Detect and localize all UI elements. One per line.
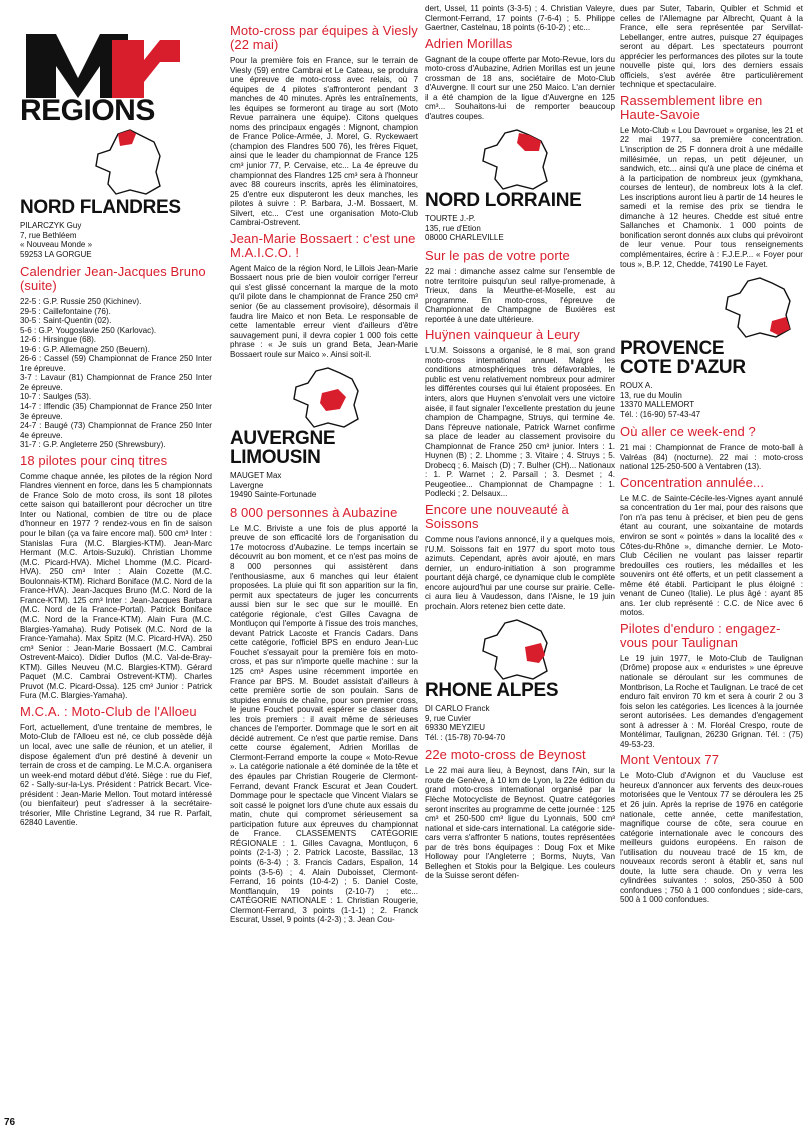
article-title: Huÿnen vainqueur à Leury xyxy=(425,327,580,343)
article-body: Comme chaque année, les pilotes de la région Nord Flandres viennent en force, dans les 5 championnats de France Solo de moto cross, ils sont 18 pilotes cette saison qui batailleront pour décrocher un titre Inter ou National, combien de titre ou de place d'honneur en 1977 ? rendez-vous en fin de saison pour le bilan (ça va faire encore mal). 500 cm³ Inter : Stanislas Fura (M.C. Blargies-KTM). Jean-Marc Hermant (M.C. Artois-Suzuki). Christian Lhomme (M.C. Picard-HVA). Michel Lhomme (M.C. Picard-HVA). 250 cm³ Inter : Alain Cozette (M.C. Boulonnais-KTM). Richard Boniface (M.C. Nord de la France-HVA). Jean-Jacques Bruno (M.C. Nord de la France-KTM). 125 cm³ Inter : Jean-Jacques Barbara (M.C. Nord de la France-Portal). Patrick Boniface (M.C. Nord de la France-KTM). Alain Fura (M.C. Blargies-Yamaha). Rudy Potisek (M.C. Nord de la France-Yamaha). Max Spitz (M.C. Picard-HVA). 250 cm³ Senior : Jean-Marie Bossaert (M.C. Cambrai Ostrevent-Maico). Didier Duflos (M.C. Val-de-Bray-KTM). Gilles Neuveu (M.C. Blargies-KTM). Gérard Paquet (M.C. Cambrai Ostrevent-KTM). Charles Pruvot (M.C. Picard-Ossa). 125 cm³ Junior : Patrick Fura (M.C. Blargies-Yamaha). xyxy=(20,471,212,701)
calendar-line: 30-5 : Saint-Quentin (02). xyxy=(20,316,112,326)
article-title: Sur le pas de votre porte xyxy=(425,247,570,263)
article-title: Mont Ventoux 77 xyxy=(620,752,720,768)
article-body: Comme nous l'avions annoncé, il y a quelques mois, l'U.M. Soissons fait en 1977 du sport moto tous azimuts. Cependant, après avoir ajouté, en mars dernier, un enduro-initiation à son programme pourtant déjà chargé, ce dynamique club le complète encore aujourd'hui par une course sur prairie. Celle-ci aura lieu à Vaudesson, dans l'Aisne, le 19 juin prochain. Alors retenez bien cette date. xyxy=(425,535,615,611)
article-body: Le 19 juin 1977, le Moto-Club de Taulignan (Drôme) propose aux « enduristes » une épreuve nationale se déroulant sur les communes de Montbrison, La Roche et Taulignan. Le tracé de cet enduro fait environ 70 km et sera à courir 2 ou 3 fois selon les catégories. Les licences à la journée seront autorisées. Les demandes d'engagement sont à adresser à : M. Floréal Crespo, route de Montélimar, Taulignan, 26230 Grignan. Tél. : (75) 49-53-23. xyxy=(620,653,803,749)
article-title: 22e moto-cross de Beynost xyxy=(425,747,586,763)
france-map-icon xyxy=(477,619,557,681)
france-map-icon xyxy=(720,277,800,339)
region-auvergne-address: MAUGET Max Lavergne 19490 Sainte-Fortunade xyxy=(230,471,317,500)
article-body: Agent Maico de la région Nord, le Lillois Jean-Marie Bossaert nous prie de bien vouloir corriger l'erreur qui s'est glissé concernant la marque de la moto qu'il pilote dans le championnat de France 250 cm³ senior (6e au classement provisoire), désormais il faudra lire Maico et non Beta. Le responsable de cette lamentable erreur vient d'ailleurs d'être sauvagement puni, il devra copier 1 000 fois cette phrase : « Je suis un grand Beta, Jean-Marie Bossaert roule sur Maico ». Ainsi soit-il. xyxy=(230,263,418,359)
article-body: Le Moto-Club « Lou Davrouet » organise, les 21 et 22 mai 1977, sa première concentration. L'inscription de 25 F donnera droit à une médaille millésimée, un repas, un petit déjeuner, un sandwich, etc... ainsi qu'à une place de cinéma et à la participation de nombreux jeux (gymkhana, courses de lenteur), de nombreux lots à la clef. Les inscriptions auront lieu à partir de 14 heures le samedi et la remise des prix se tiendra le dimanche à 12 heures. Chedde est situé entre Sallanches et Chamonix. 1 000 points de bonification seront donnés aux clubs qui prévoiront de leur venue. Pour tous renseignements complémentaires, écrire à : F.J.E.P... « Foyer pour tous », B.P. 12, Chedde, 74190 Le Fayet. xyxy=(620,125,803,269)
region-rhone-alpes-address: DI CARLO Franck 9, rue Cuvier 69330 MEYZIEU Tél. : (15-78) 70-94-70 xyxy=(425,704,506,742)
article-continuation: dues par Suter, Tabarin, Quibler et Schmid et celles de l'Allemagne par Albrecht, Quant à la France, elle sera représentée par Servillat-Lebellanger, entre autres, puisque 27 équipages seront au départ. Les spectateurs pourront apprécier les performances des pilotes sur la toute nouvelle piste qui, lors des derniers essais officiels, s'est avérée être particulièrement technique et spectaculaire. xyxy=(620,4,803,90)
calendar-line: 10-7 : Saulges (53). xyxy=(20,392,92,402)
france-map-icon xyxy=(288,367,368,429)
article-title: Jean-Marie Bossaert : c'est une M.A.I.C.O. ! xyxy=(230,230,416,260)
article-title: 18 pilotes pour cinq titres xyxy=(20,452,168,468)
logo-title: REGIONS xyxy=(20,94,155,127)
column-3 xyxy=(425,0,615,881)
article-title: Pilotes d'enduro : engagez-vous pour Taulignan xyxy=(620,620,781,650)
column-2 xyxy=(230,0,418,925)
region-cote-azur-title: COTE D'AZUR xyxy=(620,357,746,379)
calendar-line: 19-6 : G.P. Allemagne 250 (Beuern). xyxy=(20,344,150,354)
region-limousin-title: LIMOUSIN xyxy=(230,447,321,469)
column-4 xyxy=(620,0,803,905)
article-body: Le Moto-Club d'Avignon et du Vaucluse est heureux d'annoncer aux fervents des deux-roues motorisées que le Ventoux 77 se déroulera les 25 et 26 juin. Après la reprise de 1976 en catégorie nationale, cette année, cette manifestation, magnifique course de côte, sera courue en catégorie internationale avec le concours des meilleurs guidons européens. En raison de l'utilisation du nouveau tracé de 15 km, de nouveaux records seront à établir et, sans nul doute, la lutte sera chaude. On y verra les cylindrées suivantes : solos, 250-350 à 500 confondues ; 750 à 1 000 confondues ; side-cars, 500 à 1 000 confondues. xyxy=(620,771,803,905)
france-map-icon xyxy=(90,128,170,198)
article-body: Fort, actuellement, d'une trentaine de membres, le Moto-Club de l'Alloeu est né, ce club possède déjà un local, avec une salle de réunion, et un atelier, il dispose également d'un pré destiné à devenir un terrain de cross et de camping. Le M.C.A. organisera un week-end motard début d'été. Siège : rue du Fief, 62 - Sally-sur-la-Lys. Président : Patrick Becart. Vice-président : Jean-Marie Mellon. Tout motard intéressé (ou bienfaiteur) peut s'adresser à la secrétaire-trésorier, Mlle Christine Legrand, 34 rue R. Parfait, 62840 Laventie. xyxy=(20,722,212,828)
region-auvergne-title: AUVERGNE xyxy=(230,428,336,450)
article-body: 21 mai : Championnat de France de moto-ball à Valréas (84) (nocturne). 22 mai : moto-cross national 125-250-500 à Ventabren (13). xyxy=(620,443,803,472)
calendar-line: 26-6 : Cassel (59) Championnat de France 250 Inter 1re épreuve. xyxy=(20,354,212,373)
region-nord-lorraine-title: NORD LORRAINE xyxy=(425,190,582,212)
region-nord-flandres-address: PILARCZYK Guy 7, rue Bethléem « Nouveau Monde » 59253 LA GORGUE xyxy=(20,221,93,259)
article-title: Encore une nouveauté à Soissons xyxy=(425,502,569,531)
page-number: 76 xyxy=(4,1117,16,1128)
article-title: Concentration annulée... xyxy=(620,474,765,490)
calendar-list xyxy=(20,297,212,450)
article-title: 8 000 personnes à Aubazine xyxy=(230,504,398,520)
calendar-line: 14-7 : Iffendic (35) Championnat de France 250 Inter 3e épreuve. xyxy=(20,402,212,421)
calendar-line: 3-7 : Lavaur (81) Championnat de France 250 Inter 2e épreuve. xyxy=(20,373,212,392)
regions-logo xyxy=(20,0,212,127)
article-body: Le M.C. de Sainte-Cécile-les-Vignes ayant annulé sa concentration du 1er mai, pour des raisons que l'on n'a pas tenu à préciser, et bien peu de gens étant au courant, une soixantaine de motards environ se sont « pointés » dans la localité des « Côtes-du-Rhône », dimanche dernier. Le Moto-Club Cécilien ne voulant pas laisser repartir bredouilles ces routiers, les médailles et les souvenirs ont été offerts, et un petit classement a même été établi. Participant le plus éloigné : venant de Cuneo (Italie). Le plus âgé : ayant 85 ans. 1er club représenté : C.C. de Nice avec 6 motos. xyxy=(620,493,803,618)
calendar-line: 5-6 : G.P. Yougoslavie 250 (Karlovac). xyxy=(20,325,157,335)
article-body: L'U.M. Soissons a organisé, le 8 mai, son grand moto-cross international annuel. Malgré les conditions atmosphériques très défavorables, le public est venu relativement nombreux pour admirer les différentes courses qui lui étaient proposées. En inters, alors que Huynen s'envolait vers une victoire aisée, il faut signaler l'excellente prestation du jeune champion de Champagne, Struys, qui termine 4e. Dans l'épreuve nationale, Patrick Warnet confirme sa place de leader au classement provisoire du Championnat de France 250 cm³ junior. Inters : 1. Huynen (B) ; 2. Lhomme ; 3. Vitaire ; 4. Struys ; 5. Drobecq ; 6. Maisch (D) ; 7. Bulher (CH)... Nationaux : 1. P. Warnet ; 2. Parsaïl ; 3. Desmet ; 4. Peugeotiee... Championnat de Champagne : 1. Podlecki ; 2. Delsaux... xyxy=(425,346,615,499)
article-title: M.C.A. : Moto-Club de l'Alloeu xyxy=(20,703,197,719)
article-title: Adrien Morillas xyxy=(425,35,513,51)
region-provence-title: PROVENCE xyxy=(620,338,725,360)
region-rhone-alpes-title: RHONE ALPES xyxy=(425,680,559,702)
region-nord-lorraine-address: TOURTE J.-P. 135, rue d'Etion 08000 CHARLEVILLE xyxy=(425,214,504,243)
article-title: Calendrier Jean-Jacques Bruno (suite) xyxy=(20,264,206,293)
france-map-icon xyxy=(477,129,557,191)
article-title: Rassemblement libre en Haute-Savoie xyxy=(620,92,763,122)
calendar-line: 12-6 : Hirsingue (68). xyxy=(20,335,97,345)
calendar-line: 22-5 : G.P. Russie 250 (Kichinev). xyxy=(20,297,142,306)
article-body: Pour la première fois en France, sur le terrain de Viesly (59) entre Cambrai et Le Cateau, se produira une épreuve de moto-cross avec relais, où 7 équipes de 4 pilotes s'affronteront pendant 3 manches de 40 minutes. Après les entraînements, les équipes se formeront au tirage au sort (Moto Revue parrainera une équipe). Citons quelques noms des principaux engagés : Mignont, champion de France Police-Armée, J. Morel, G. Ryckewaert (champion des Flandres 500 76), les frères Fiquet, ainsi que le leader du championnat de France 125 cm³ junior 77, P. Cervaise, etc... La 4e épreuve du championnat des Flandres 125 cm³ sera à l'honneur avec 88 coureurs inscrits, après les éliminatoires, 25 d'entre eux disputeront les deux manches, les pilotes à suivre : P. Barbara, J.-M. Bossaert, M. Silvert, etc... C'est une organisation Moto-Club Cambrai-Ostrevent. xyxy=(230,56,418,228)
article-body: 22 mai : dimanche assez calme sur l'ensemble de notre territoire puisqu'un seul rallye-promenade, à Trieux, dans la Meurthe-et-Moselle, est au programme. En moto-cross, l'épreuve de Championnat de Champagne de Buxières est reportée à une date ultérieure. xyxy=(425,266,615,324)
article-title: Moto-cross par équipes à Viesly (22 mai) xyxy=(230,23,418,52)
article-body: Gagnant de la coupe offerte par Moto-Revue, lors du moto-cross d'Aubazine, Adrien Morillas est un jeune crossman de 18 ans, sociétaire de Moto-Club d'Auvergne. Il court sur une 250 Maico. L'an dernier il a été champion de la ligue d'Auvergne en 125 cm³... Souhaitons-lui de remporter beaucoup d'autres coupes. xyxy=(425,54,615,121)
article-continuation: dert, Ussel, 11 points (3-3-5) ; 4. Christian Valeyre, Clermont-Ferrand, 17 points (7-6-4) ; 5. Philippe Gaertner, Castelnau, 18 points (6-10-2) ; etc... xyxy=(425,4,615,33)
calendar-line: 24-7 : Baugé (73) Championnat de France 250 Inter 4e épreuve. xyxy=(20,421,212,440)
article-body: Le M.C. Brivistе a une fois de plus apporté la preuve de son efficacité lors de l'organisation du 17e motocross d'Aubazine. Le temps incertain se découvrit au bon moment, et ce n'est pas moins de 8 000 personnes qui assistèrent dans l'enthousiasme, aux 6 manches qui leur étaient proposées. La pluie qui fit son apparition sur la fin, permit aux spectateurs de juger les concurrents aussi bien sur le sec que sur le mouillé. En catégorie régionale, c'est Gilles Cavagna de Montluçon qui l'emporte à l'issue des trois manches, devant Patrick Lacoste et Francis Cadars. Dans cette catégorie, l'officiel BPS en enduro Jean-Luc Fouchet s'essayait pour la première fois en moto-cross, et pas sur n'importe quelle machine : sur la 125 cm³ Aspes usine récemment importée en France par BPS. M. Boudet assistait d'ailleurs à cette première sortie de son poulain. Sans de stupides ennuis de chaîne, pour son premier cross, le jeune Fouchet pouvait espérer se classer dans les trois premiers : il avait même de sérieuses chances de l'emporter. Dommage que le sort en ait décidé autrement. Ce n'est que partie remise. Dans cette course également, Adrien Morillas de Clermont-Ferrand emporte la coupe « Moto-Revue ». La catégorie nationale a été dominée de la tête et des épaules par Christian Rougerie de Clermont-Ferrand, devant Franck Escurat et Jean Coudert. Dommage pour le spectacle que Vincent Vialars se soit cassé le poignet lors d'une chute aux essais du matin, chute qui compromet sérieusement sa participation future aux épreuves du championnat de France. CLASSEMENTS CATÉGORIE RÉGIONALE : 1. Gilles Cavagna, Montluçon, 6 points (2-1-3) ; 2. Patrick Lacoste, Bassilac, 13 points (6-3-4) ; 3. Francis Cadars, Espalion, 14 points (3-5-6) ; 4. Alain Duboisset, Clermont-Ferrand, 16 points (10-4-2) ; 5. Daniel Coste, Montflanquin, 19 points (2-10-7) ; etc... CATÉGORIE NATIONALE : 1. Christian Rougerie, Clermont-Ferrand, 3 points (1-1-1) ; 2. Franck Escurat, Ussel, 9 points (4-2-3) ; 3. Jean Cou- xyxy=(230,523,418,925)
calendar-line: 31-7 : G.P. Angleterre 250 (Shrewsbury). xyxy=(20,440,166,450)
article-body: Le 22 mai aura lieu, à Beynost, dans l'Ain, sur la route de Genève, à 10 km de Lyon, la 22e édition du grand moto-cross international organisé par la Flèche Motocycliste de Beynost. Quatre catégories seront inscrites au programme de cette journée : 125 cm³ et 250-500 cm³ ligue du Lyonnais, 500 cm³ national et side-cars international. La catégorie side-cars verra s'affronter 5 nations, toutes représentées par de très bons équipages : Doug Fox et Mike Holloway pour l'Angleterre ; Borms, Nuyts, Van Belleghen et Stokis pour la Belgique. Les couleurs de la Suisse seront défen- xyxy=(425,766,615,881)
article-title: Où aller ce week-end ? xyxy=(620,424,756,440)
column-1 xyxy=(20,0,212,828)
calendar-line: 29-5 : Caillefontaine (76). xyxy=(20,306,111,316)
region-nord-flandres-title: NORD FLANDRES xyxy=(20,197,181,218)
region-provence-address: ROUX A. 13, rue du Moulin 13370 MALLEMORT Tél. : (16-90) 57-43-47 xyxy=(620,381,701,419)
